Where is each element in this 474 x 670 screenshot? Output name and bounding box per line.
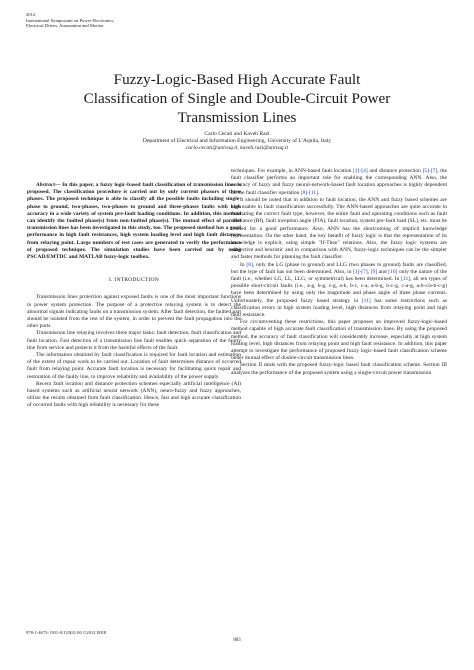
right-column <box>231 168 447 377</box>
intro-paragraph-4: Recent fault location and distance protection schemes especially artificial intelligence (AI) based systems such as artificial neural network (ANN), neuro-fuzzy and fuzzy approaches, utilize the results obtained from fault classification. Hence, fast and high accurate classification of occurred faults with high reliability is necessary for these <box>27 380 241 409</box>
conference-year: 2012 <box>26 12 36 17</box>
title-line-1: Fuzzy-Logic-Based High Accurate Fault <box>113 71 361 88</box>
citation-link[interactable]: [9] <box>370 268 378 275</box>
citation-link[interactable]: [1]-[4] <box>353 168 368 174</box>
intro-paragraph-1: Transmission lines protection against exposed faults is one of the most important functions in power system protection. The purpose of a protective relaying system is to detect the abnormal signals indicating faults on a transmission system. After fault detection, the faulted part should be isolated from the rest of the system, in order to prevent the fault propagation into the other parts. <box>27 294 241 330</box>
copyright-isbn: 978-1-4673-1301-8/12/$31.00 ©2012 IEEE <box>26 630 107 635</box>
page-number: 883 <box>233 638 241 643</box>
right-paragraph-2: In [8], only the LG (phase to ground) and LLG (two phases to ground) faults are classified, but the type of fault has not been determined. Also, in [1]-[7], [9] and [10] only the nature of the fault (i.e., whether LG, LL, LLG, or symmetrical) has been determined. In [11], all ten types of possible short-circuit faults (i.e., a-g, b-g, c-g, a-b, b-c, c-a, a-b-g, b-c-g, c-a-g, a-b-c/a-b-c-g) have been determined by using only the magnitude and phase angle of three phase currents. Unfortunately, the proposed fuzzy based strategy in [11] has some restrictions such as classification errors in high system loading level, high distances from relaying point and high fault resistance. <box>231 261 447 319</box>
section-heading-introduction: I. INTRODUCTION <box>109 277 159 284</box>
author-affiliation: Department of Electrical and Information Engineering, University of L'Aquila, Italy <box>142 138 332 145</box>
author-block <box>30 131 444 153</box>
citation-link[interactable]: [11] <box>401 276 411 283</box>
right-paragraph-0: techniques. For example, in ANN-based fault location [1]-[4] and distance protection [5]-[7], the fault classifier performs an important role for enabling the corresponding ANN. Also, the accuracy of fuzzy and fuzzy neural-network-based fault location approaches is highly dependent on the fault classifier operation [8]-[11]. <box>231 168 447 196</box>
abstract-lead: Abstract <box>36 182 55 188</box>
left-column <box>27 182 241 410</box>
title-line-3: Transmission Lines <box>177 109 297 126</box>
abstract <box>27 182 241 261</box>
citation-link[interactable]: [5]-[7] <box>422 168 438 174</box>
citation-link[interactable]: [1]-[7] <box>353 268 368 275</box>
citation-link[interactable]: [8]-[11] <box>300 189 319 196</box>
conference-name-line1: International Symposium on Power Electronics, <box>26 17 115 23</box>
right-paragraph-3: For circumventing these restrictions, this paper proposes an improved fuzzy-logic-based method capable of high accurate fault classification of transmission lines. By using the proposed method, the accuracy of fault classification will considerably increase, especially at high system loading level, high distances from relaying point and high fault resistance. In addition, this paper attempt to investigate the performance of proposed fuzzy logic-based fault classification scheme under mutual effect of double-circuit transmission lines. <box>231 319 447 362</box>
title-line-2: Classification of Single and Double-Circuit Power <box>83 90 391 107</box>
right-paragraph-1: It should be noted that in addition to fault location, the ANN and fuzzy based schemes are also usable in fault classification successfully. The ANN-based approaches are quite accurate in estimating the correct fault type, however, the entire fault and operating conditions such as fault resistance (Rf), fault inception angle (FIA), fault location, system pre-fault load (SL), etc. must be trained for a good performance. Also, ANN has the shortcoming of implicit knowledge representation. On the other hand, the key benefit of fuzzy logic is that the representation of its knowledge is explicit, using simple "If-Then" relations. Also, the fuzzy logic systems are subjective and heuristic and in comparison with ANN, fuzzy-logic techniques can be the simpler and faster methods for planning the fault classifier. <box>231 196 447 261</box>
paper-title <box>40 70 434 127</box>
intro-paragraph-2: Transmission line relaying involves three major tasks: fault detection, fault classification and fault location. Fast detection of a transmission line fault enables quick separation of the faulty line from service and protects it from the harmful effects of the fault. <box>27 330 241 351</box>
citation-link[interactable]: [10] <box>388 268 398 275</box>
author-names: Carlo Cecati and Kaveh Razi <box>204 131 270 137</box>
author-emails: carlo.cecati@univaq.it, kaveh.razi@univaq.it <box>185 145 289 152</box>
citation-link[interactable]: [8] <box>246 261 253 268</box>
abstract-text: — In this paper, a fuzzy logic-based fault classification of transmission lines is proposed. The classification procedure is carried out by only current phasors of three phases. The proposed technique is able to classify all the possible faults including single-phase to ground, two-phases, two-phases to ground and three-phases faults with high accuracy in a wide variety of system pre-fault loading conditions. In addition, this method can identify the faulted phase(s) from non-faulted phase(s). The mutual effect of parallel transmission lines has been investigated in this study, too. The proposed method has a good performance in high fault resistances, high system loading level and high fault distances from relaying point. Large numbers of test cases are generated to verify the performance of proposed technique. The simulation studies have been carried out by using PSCAD/EMTDC and MATLAB fuzzy-logic toolbox. <box>27 182 241 261</box>
intro-paragraph-3: The information obtained by fault classification is required for fault location and estimation of the extent of repair work to be carried out. Location of fault determines distance of occurred fault from relaying point. Accurate fault location is necessary for facilitating quick repair and restoration of the faulty line, to improve reliability and availability of the power supply. <box>27 352 241 380</box>
conference-name-line2: Electrical Drives, Automation and Motion <box>26 23 104 29</box>
conference-header <box>26 12 114 29</box>
right-paragraph-4: Section II deals with the proposed fuzzy-logic based fault classification scheme. Section III analyzes the performance of the proposed system using a single-circuit power transmission <box>231 362 447 376</box>
citation-link[interactable]: [11] <box>361 297 371 304</box>
